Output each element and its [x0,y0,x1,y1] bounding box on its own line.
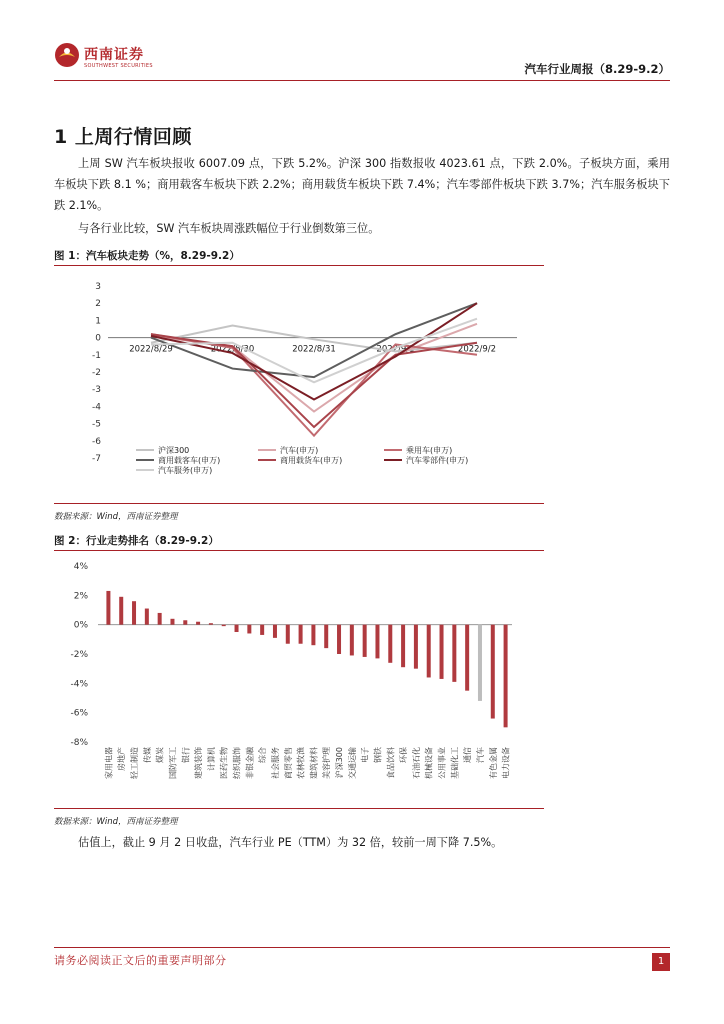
logo-english-name: SOUTHWEST SECURITIES [84,63,153,69]
category-label: 医药生物 [219,747,229,779]
category-label: 交通运输 [347,747,357,779]
bar [427,625,431,678]
bar [491,625,495,719]
category-label: 煤炭 [155,747,165,763]
y-tick-label: 1 [95,316,101,327]
x-tick-label: 2022/8/29 [129,344,173,355]
x-tick-label: 2022/8/30 [210,344,255,355]
category-label: 传媒 [142,747,152,763]
paragraph-market-summary: 上周 SW 汽车板块报收 6007.09 点，下跌 5.2%。沪深 300 指数报收 4023.61 点，下跌 2.0%。子板块方面，乘用车板块下跌 8.1 %；商用载客车板块下跌 2.2%；商用载货车板块下跌 7.4%；汽车零部件板块下跌 3.7%；汽车服务板块下跌 2.1%。 [54,157,670,212]
category-label: 食品饮料 [386,747,396,779]
category-label: 国防军工 [168,747,178,779]
bar [247,625,251,634]
category-label: 环保 [399,747,409,763]
company-logo [54,42,164,74]
footer-divider [54,947,670,948]
y-tick-label: -6 [92,436,101,447]
bar [273,625,277,638]
section-title: 1 上周行情回顾 [54,126,192,148]
category-label: 计算机 [206,747,216,771]
category-label: 钢铁 [373,747,383,763]
bar [170,619,174,625]
bar [465,625,469,691]
y-tick-label: 2% [73,591,88,602]
bar [183,620,187,624]
logo-emblem-icon [54,42,80,68]
y-tick-label: 0 [95,333,101,344]
figure1-bottom-rule [54,503,544,504]
category-label: 社会服务 [270,747,280,779]
category-label: 公用事业 [437,747,447,779]
legend-label: 沪深300 [158,446,190,455]
category-label: 商贸零售 [283,747,293,779]
legend-label: 乘用车(申万) [406,446,453,455]
y-tick-label: -3 [92,385,101,396]
bar [504,625,508,728]
auto-sector-trend-line-chart [54,270,544,502]
category-label: 基础化工 [450,747,460,779]
category-label: 石油石化 [411,747,421,779]
bar [337,625,341,654]
bar [132,601,136,624]
figure2-top-rule [54,550,544,551]
bar [414,625,418,669]
report-title: 汽车行业周报（8.29-9.2） [524,62,670,76]
category-label: 农林牧渔 [296,747,306,779]
bar [324,625,328,648]
bar [158,613,162,625]
y-tick-label: -4 [92,402,101,413]
bar [260,625,264,635]
y-tick-label: -7 [92,454,101,464]
category-label: 电力设备 [501,747,511,779]
bar [478,625,482,701]
category-label: 非银金融 [245,747,255,779]
bar [311,625,315,646]
legend-label: 汽车零部件(申万) [406,456,469,465]
y-tick-label: -6% [70,708,88,719]
y-tick-label: -4% [70,679,88,690]
bar [452,625,456,682]
disclaimer-notice: 请务必阅读正文后的重要声明部分 [54,954,227,967]
bar [350,625,354,656]
x-tick-label: 2022/9/1 [376,344,415,355]
figure1-source: 数据来源：Wind，西南证券整理 [54,512,178,522]
y-tick-label: 2 [95,299,101,310]
y-tick-label: -2% [70,650,88,660]
category-label: 房地产 [117,747,127,771]
bar [145,609,149,625]
header-divider [54,80,670,81]
category-label: 家用电器 [104,747,114,779]
category-label: 纺织服饰 [232,747,242,779]
category-label: 轻工制造 [130,747,140,779]
figure2-bottom-rule [54,808,544,809]
bar [363,625,367,657]
category-label: 电子 [360,747,370,763]
x-tick-label: 2022/9/2 [457,344,497,355]
category-label: 汽车 [475,747,485,763]
category-label: 沪深300 [335,747,345,779]
y-tick-label: -8% [70,738,88,748]
bar [196,622,200,625]
paragraph-industry-compare: 与各行业比较，SW 汽车板块周涨跌幅位于行业倒数第三位。 [78,222,380,235]
category-label: 银行 [181,747,191,763]
bar [375,625,379,659]
bar [401,625,405,668]
bar [235,625,239,632]
bar [388,625,392,663]
bar [222,625,226,626]
paragraph-valuation: 估值上，截止 9 月 2 日收盘，汽车行业 PE（TTM）为 32 倍，较前一周下降 7.5%。 [78,836,503,849]
bar [440,625,444,679]
figure1-top-rule [54,265,544,266]
y-tick-label: -1 [92,350,101,361]
legend-label: 商用载客车(申万) [158,456,221,465]
y-tick-label: -2 [92,368,101,378]
category-label: 机械设备 [424,747,434,779]
page-number: 1 [652,953,670,971]
bar [119,597,123,625]
x-tick-label: 2022/8/31 [292,344,336,355]
category-label: 美容护理 [322,747,332,779]
category-label: 综合 [258,747,268,763]
y-tick-label: 3 [95,282,101,292]
category-label: 建筑装饰 [194,747,204,779]
category-label: 建筑材料 [309,747,319,779]
legend-label: 商用载货车(申万) [280,456,343,465]
legend-label: 汽车(申万) [280,446,319,455]
category-label: 有色金属 [488,747,498,779]
bar [286,625,290,644]
category-label: 通信 [463,747,473,763]
figure2-source: 数据来源：Wind，西南证券整理 [54,817,178,827]
bar [299,625,303,644]
y-tick-label: 0% [73,620,88,631]
bar [106,591,110,625]
industry-ranking-bar-chart [54,555,544,807]
y-tick-label: 4% [73,562,88,572]
logo-chinese-name: 西南证券 [84,47,144,63]
bar [209,623,213,624]
y-tick-label: -5 [92,419,101,430]
figure1-title: 图 1：汽车板块走势（%，8.29-9.2） [54,250,240,262]
legend-label: 汽车服务(申万) [158,466,213,475]
figure2-title: 图 2：行业走势排名（8.29-9.2） [54,535,219,547]
